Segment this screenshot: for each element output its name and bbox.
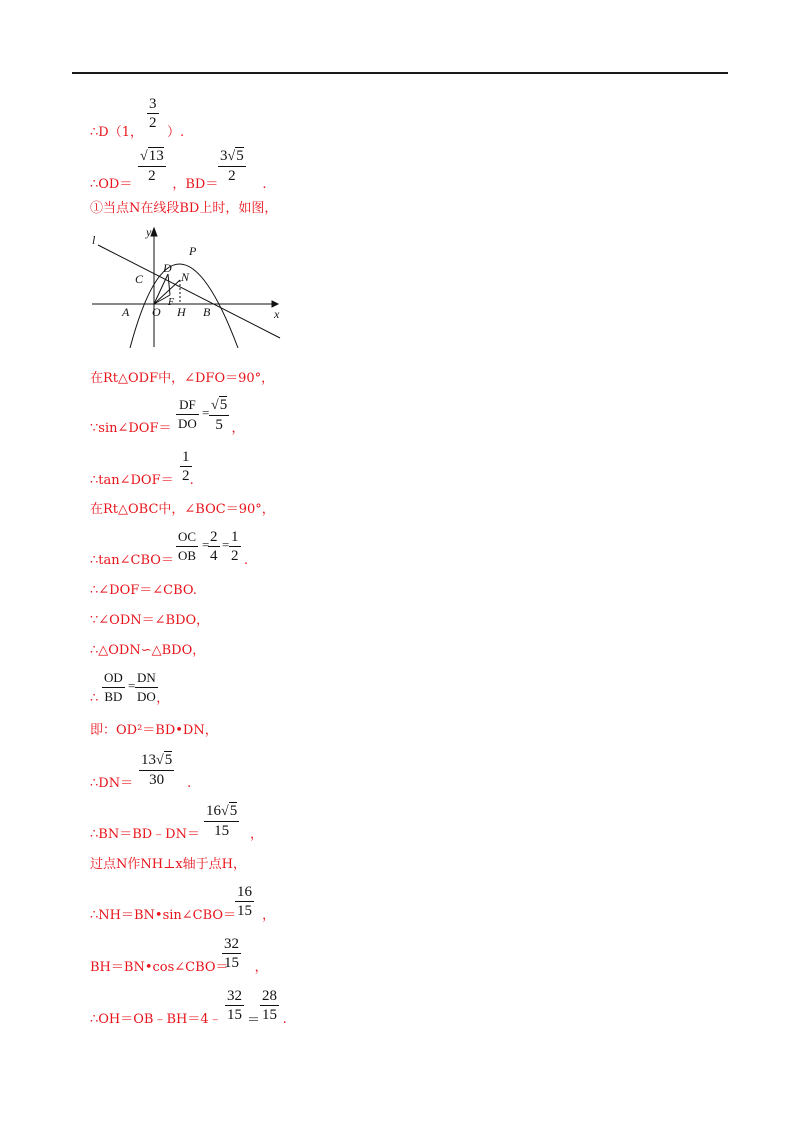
fraction-1-2: $\frac{1}{2}$: [231, 529, 239, 564]
fraction-3-2: $\frac{3}{2}$: [149, 96, 157, 131]
line-case-1: ①当点N在线段BD上时，如图，: [90, 201, 278, 216]
label-c: C: [135, 272, 144, 286]
line-tan-cbo: ∴tan∠CBO＝ .: [90, 553, 249, 568]
line-rt-obc: 在Rt△OBC中，∠BOC＝90°，: [90, 502, 275, 517]
label-b: B: [203, 305, 211, 319]
line-draw-nh: 过点N作NH⊥x轴于点H，: [90, 857, 246, 872]
segment-on: [154, 280, 180, 304]
equals-sign: =: [202, 405, 210, 420]
line-sin-dof: ∵sin∠DOF＝ ，: [90, 421, 245, 436]
line-od-squared: 即：OD²＝BD•DN，: [90, 723, 218, 738]
parabola-figure: [90, 222, 290, 352]
label-d: D: [163, 261, 172, 275]
label-l: l: [92, 233, 96, 247]
label-h: H: [177, 305, 186, 319]
line-tan-dof: ∴tan∠DOF＝ .: [90, 473, 194, 488]
line-dn: ∴DN＝ .: [90, 776, 192, 791]
line-d-coords: ∴D（1， ）.: [90, 125, 185, 140]
equals-sign: ＝: [247, 1012, 261, 1027]
fraction-16-15: $\frac{16}{15}$: [237, 884, 252, 919]
header-rule: [72, 72, 728, 74]
label-p: P: [189, 244, 197, 258]
fraction-sqrt5-5: $\frac{√5}{5}$: [211, 397, 228, 433]
fraction-oc-ob: $\frac{OC}{OB}$: [178, 529, 197, 563]
fraction-1-2: $\frac{1}{2}$: [182, 449, 190, 484]
equals-sign: =: [222, 537, 230, 552]
line-l: [98, 245, 280, 338]
line-angle-common: ∵∠ODN＝∠BDO，: [90, 613, 210, 628]
label-x: x: [274, 307, 280, 321]
fraction-2-4: $\frac{2}{4}$: [210, 529, 218, 564]
label-n: N: [181, 270, 190, 284]
label-f: F: [168, 297, 175, 308]
fraction-3sqrt5-2: $\frac{3√5}{2}$: [220, 148, 244, 184]
y-axis-arrow: [151, 228, 157, 236]
line-angle-eq: ∴∠DOF＝∠CBO.: [90, 583, 197, 598]
fraction-32-15: $\frac{32}{15}$: [227, 988, 242, 1023]
equals-sign: =: [128, 678, 136, 693]
fraction-dn-do: $\frac{DN}{DO}$: [137, 670, 156, 704]
label-a: A: [122, 305, 130, 319]
line-od-bd: ∴OD＝ ，BD＝ .: [90, 177, 267, 192]
line-similar: ∴△ODN∽△BDO，: [90, 643, 206, 658]
label-y: y: [146, 225, 152, 239]
fraction-od-bd: $\frac{OD}{BD}$: [104, 670, 123, 704]
line-nh: ∴NH＝BN•sin∠CBO＝ ，: [90, 908, 276, 923]
fraction-sqrt13-2: $\frac{√13}{2}$: [140, 148, 164, 184]
line-ratio: ∴ ，: [90, 691, 170, 706]
line-oh: ∴OH＝OB﹣BH＝4﹣ .: [90, 1012, 287, 1027]
fraction-df-do: $\frac{DF}{DO}$: [178, 397, 197, 431]
fraction-16sqrt5-15: $\frac{16√5}{15}$: [206, 803, 238, 839]
equals-sign: =: [202, 537, 210, 552]
segment-df: [168, 274, 170, 295]
fraction-28-15: $\frac{28}{15}$: [262, 988, 277, 1023]
fraction-32-15: $\frac{32}{15}$: [224, 936, 239, 971]
line-rt-odf: 在Rt△ODF中，∠DFO＝90°，: [90, 371, 275, 386]
line-bh: BH＝BN•cos∠CBO＝ ，: [90, 960, 268, 975]
line-bn: ∴BN＝BD﹣DN＝ ，: [90, 827, 263, 842]
label-o: O: [152, 305, 161, 319]
fraction-13sqrt5-30: $\frac{13√5}{30}$: [141, 752, 173, 788]
